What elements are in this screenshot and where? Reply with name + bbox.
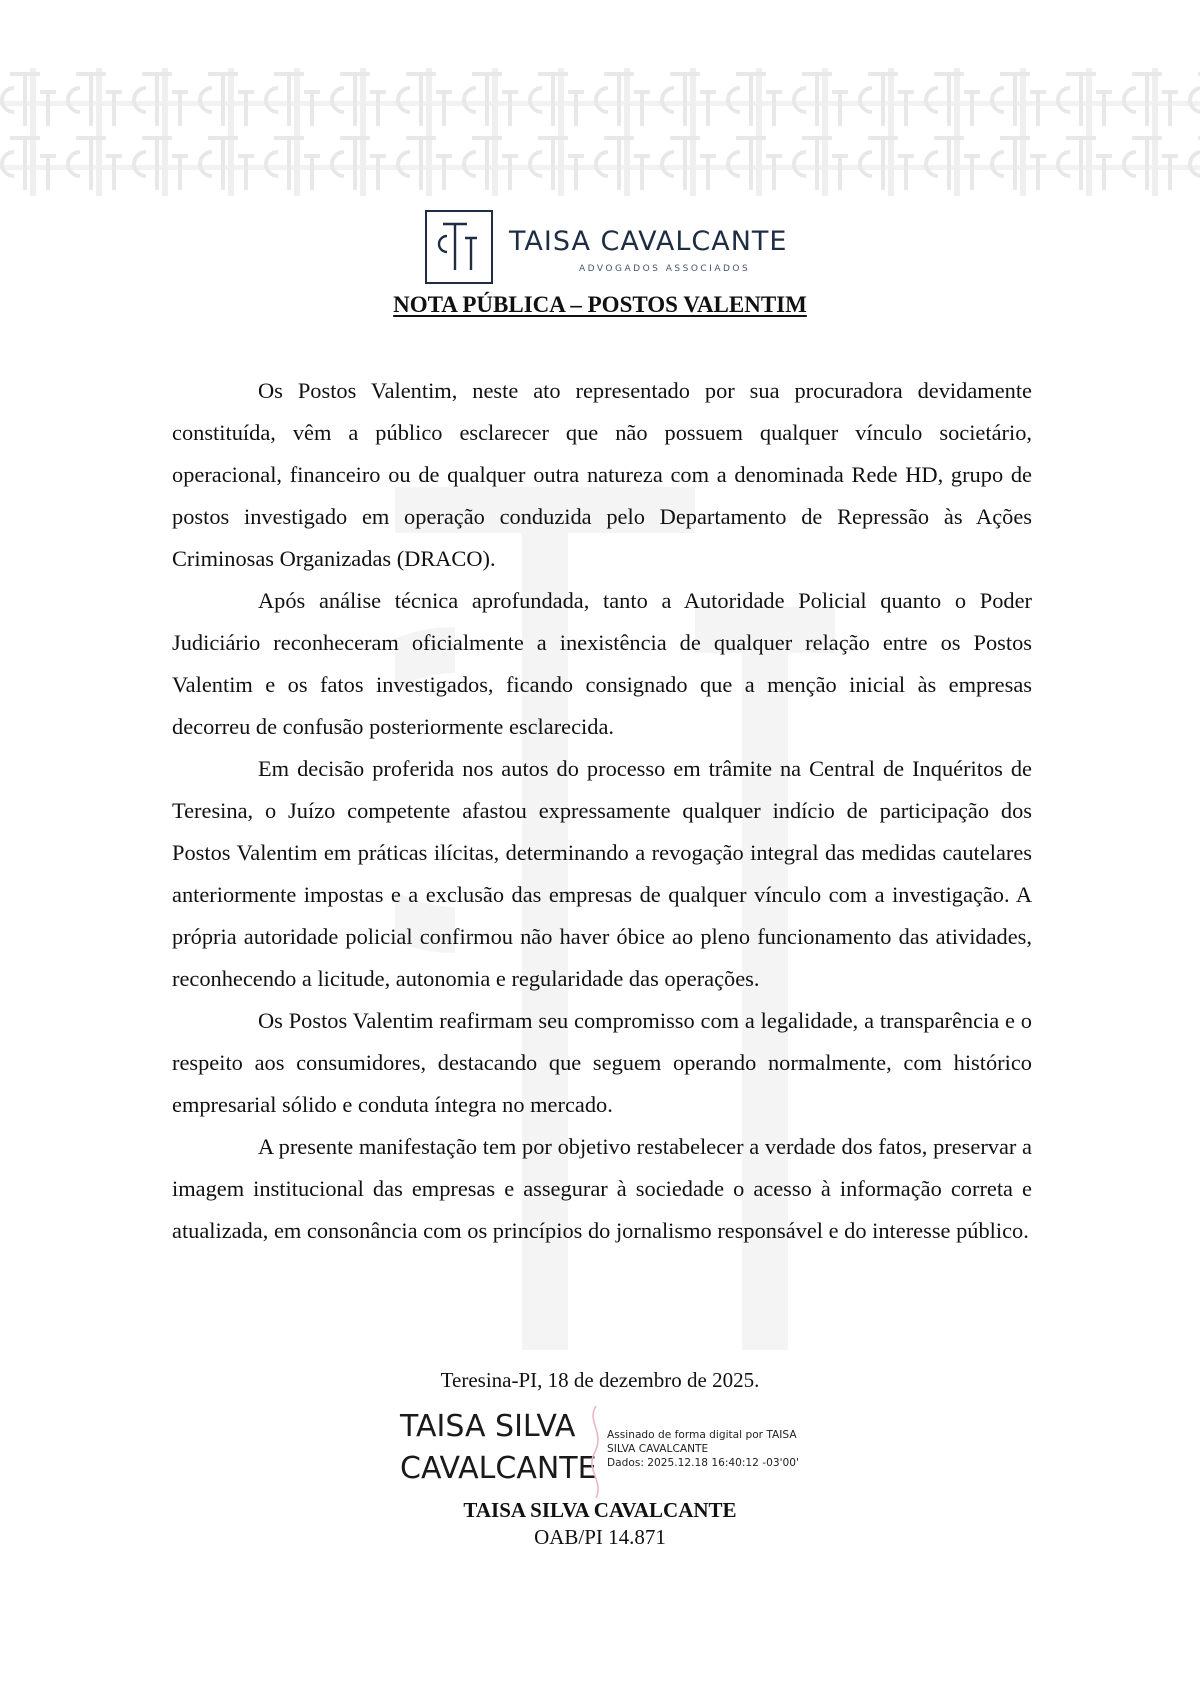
- signature-stamp-name-line2: CAVALCANTE: [400, 1451, 597, 1486]
- paragraph: Os Postos Valentim reafirmam seu compromisso com a legalidade, a transparência e o respeito aos consumidores, destacando que seguem operando normalmente, com histórico empresarial sólido e conduta íntegra no mercado.: [172, 1008, 1032, 1117]
- place-date: Teresina-PI, 18 de dezembro de 2025.: [440, 1368, 760, 1392]
- signature-cert-line1: Assinado de forma digital por TAISA: [607, 1429, 797, 1441]
- digital-signature-stamp: [400, 1406, 820, 1486]
- firm-logo: [425, 208, 788, 288]
- signature-stamp-name-line1: TAISA SILVA: [400, 1409, 576, 1444]
- signature-cert-line2: SILVA CAVALCANTE: [607, 1443, 709, 1455]
- document-body: [172, 370, 1032, 1252]
- paragraph: Após análise técnica aprofundada, tanto a Autoridade Policial quanto o Poder Judiciário reconheceram oficialmente a inexistência de qualquer relação entre os Postos Valentim e os fatos investigados, ficando consignado que a menção inicial às empresas decorreu de confusão posteriormente esclarecida.: [172, 588, 1032, 739]
- monogram-icon: [437, 220, 481, 274]
- firm-name: TAISA CAVALCANTE: [509, 226, 788, 257]
- document-title: NOTA PÚBLICA – POSTOS VALENTIM: [393, 292, 807, 317]
- paragraph: Os Postos Valentim, neste ato representado por sua procuradora devidamente constituída, vêm a público esclarecer que não possuem qualquer vínculo societário, operacional, financeiro ou de qualquer outra natureza com a denominada Rede HD, grupo de postos investigado em operação conduzida pelo Departamento de Repressão às Ações Criminosas Organizadas (DRACO).: [172, 378, 1032, 571]
- signature-cert-line3: Dados: 2025.12.18 16:40:12 -03'00': [607, 1457, 799, 1469]
- signer-name: TAISA SILVA CAVALCANTE: [463, 1498, 737, 1522]
- header-pattern: [0, 68, 1200, 196]
- logo-monogram-box: [425, 210, 493, 284]
- signature-stamp-name: [400, 1406, 597, 1490]
- signer-registration: OAB/PI 14.871: [534, 1525, 666, 1549]
- header-pattern-graphic: [0, 68, 1200, 196]
- paragraph: Em decisão proferida nos autos do processo em trâmite na Central de Inquéritos de Teresina, o Juízo competente afastou expressamente qualquer indício de participação dos Postos Valentim em práticas ilícitas, determinando a revogação integral das medidas cautelares anteriormente impostas e a exclusão das empresas de qualquer vínculo com a investigação. A própria autoridade policial confirmou não haver óbice ao pleno funcionamento das atividades, reconhecendo a licitude, autonomia e regularidade das operações.: [172, 756, 1032, 991]
- signature-certificate-info: [607, 1428, 817, 1470]
- firm-subtitle: ADVOGADOS ASSOCIADOS: [579, 264, 751, 274]
- paragraph: A presente manifestação tem por objetivo restabelecer a verdade dos fatos, preservar a imagem institucional das empresas e assegurar à sociedade o acesso à informação correta e atualizada, em consonância com os princípios do jornalismo responsável e do interesse público.: [172, 1134, 1032, 1243]
